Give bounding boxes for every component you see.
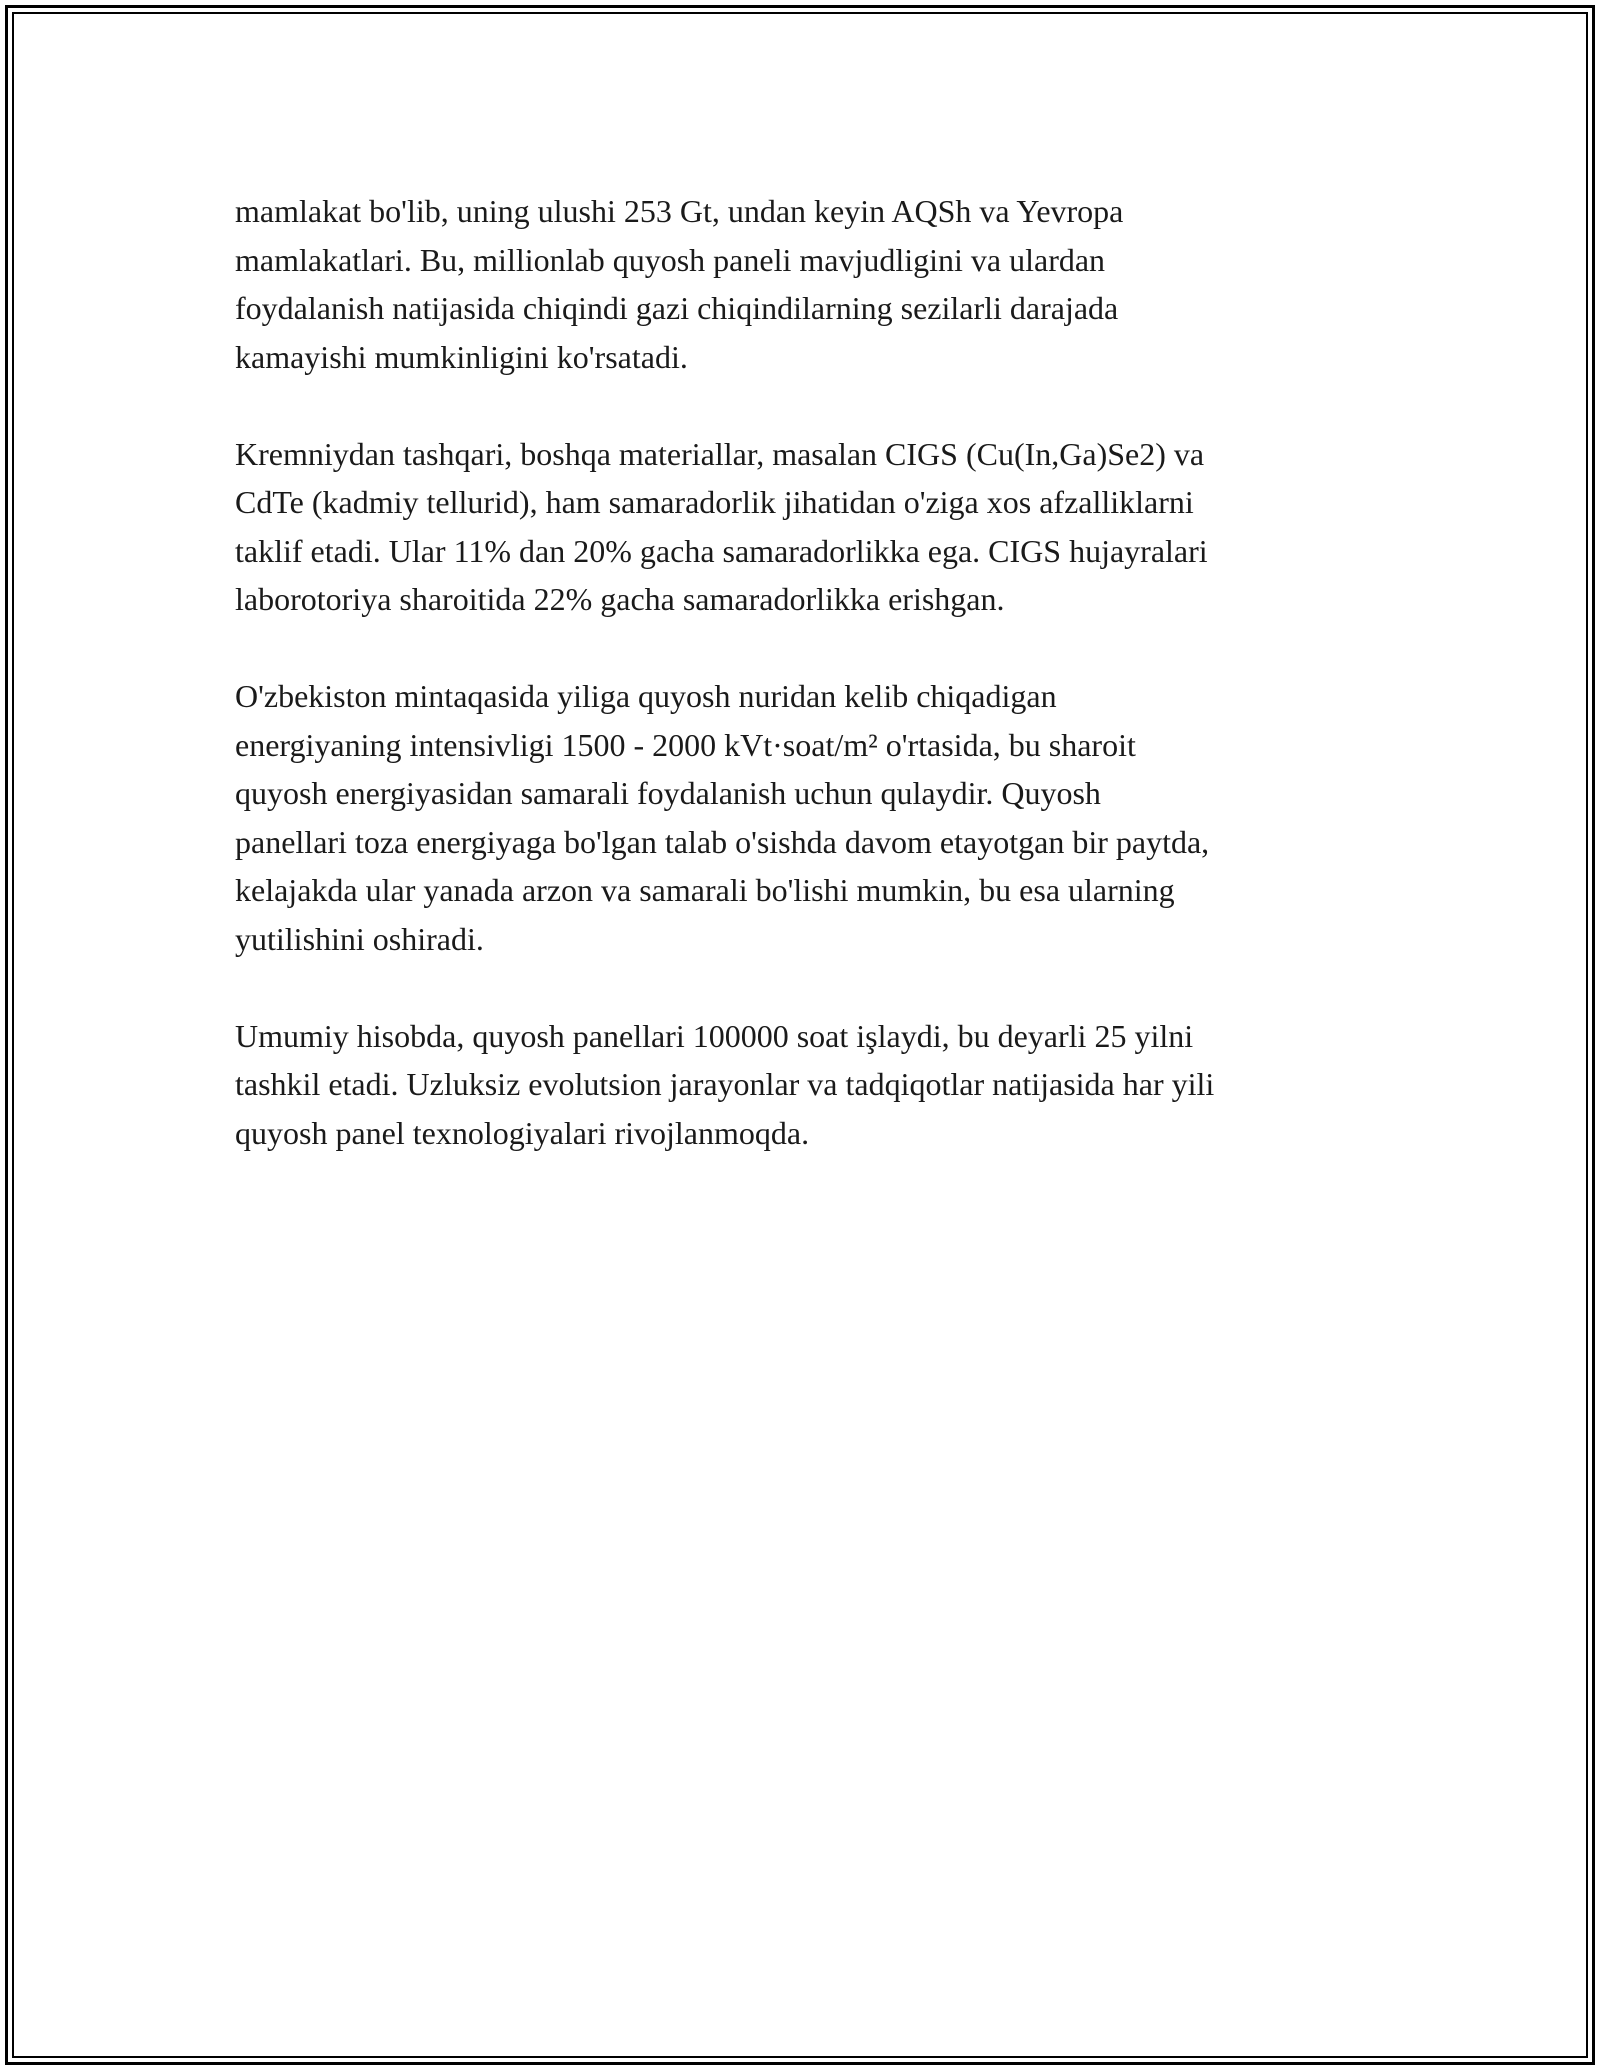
paragraph-1 — [235, 187, 1365, 381]
text-line: Kremniydan tashqari, boshqa materiallar, masalan CIGS (Cu(In,Ga)Se2) va — [235, 435, 1205, 472]
text-line: panellari toza energiyaga bo'lgan talab o'sishda davom etayotgan bir paytda, — [235, 823, 1210, 860]
text-line: O'zbekiston mintaqasida yiliga quyosh nuridan kelib chiqadigan — [235, 678, 1057, 714]
text-line: kamayishi mumkinligini ko'rsatadi. — [235, 338, 688, 375]
text-line: Umumiy hisobda, quyosh panellari 100000 soat işlaydi, bu deyarli 25 yilni — [235, 1017, 1194, 1054]
text-line: quyosh panel texnologiyalari rivojlanmoqda. — [235, 1114, 810, 1151]
text-line: CdTe (kadmiy tellurid), ham samaradorlik jihatidan o'ziga xos afzalliklarni — [235, 484, 1194, 520]
text-line: energiyaning intensivligi 1500 - 2000 kVt·soat/m² o'rtasida, bu sharoit — [235, 726, 1136, 763]
document-body — [235, 187, 1365, 1206]
paragraph-4 — [235, 1012, 1365, 1158]
paragraph-3 — [235, 672, 1365, 963]
text-line: tashkil etadi. Uzluksiz evolutsion jarayonlar va tadqiqotlar natijasida har yili — [235, 1066, 1215, 1102]
text-line: mamlakatlari. Bu, millionlab quyosh paneli mavjudligini va ulardan — [235, 241, 1106, 278]
text-line: mamlakat bo'lib, uning ulushi 253 Gt, undan keyin AQSh va Yevropa — [235, 193, 1124, 229]
text-line: laborotoriya sharoitida 22% gacha samaradorlikka erishgan. — [235, 581, 1005, 617]
text-line: foydalanish natijasida chiqindi gazi chiqindilarning sezilarli darajada — [235, 290, 1119, 326]
text-line: yutilishini oshiradi. — [235, 920, 484, 957]
text-line: quyosh energiyasidan samarali foydalanish uchun qulaydir. Quyosh — [235, 775, 1101, 811]
text-line: kelajakda ular yanada arzon va samarali bo'lishi mumkin, bu esa ularning — [235, 872, 1175, 908]
paragraph-2 — [235, 430, 1365, 624]
text-line: taklif etadi. Ular 11% dan 20% gacha samaradorlikka ega. CIGS hujayralari — [235, 532, 1208, 569]
